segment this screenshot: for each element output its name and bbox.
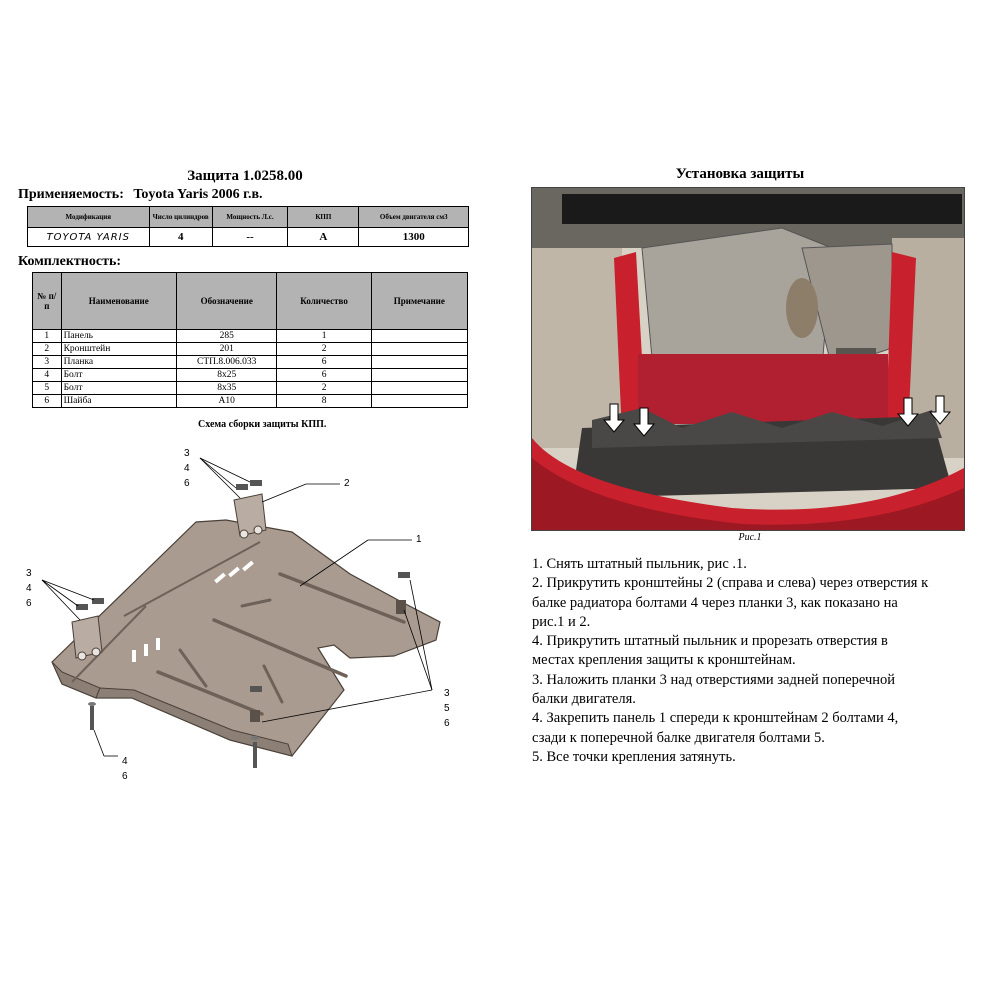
kit-header: Примечание [371, 273, 467, 330]
callout-right: 3 5 6 [444, 688, 450, 729]
kit-cell: Кронштейн [61, 343, 176, 356]
table-row [33, 369, 468, 382]
spec-cell-model: TOYOTA YARIS [28, 228, 150, 247]
callout-panel: 1 [416, 534, 422, 545]
spec-header: Модификация [28, 207, 150, 228]
spec-header: КПП [288, 207, 359, 228]
kit-cell: 8х25 [176, 369, 277, 382]
kit-header: Наименование [61, 273, 176, 330]
kit-cell: 6 [277, 369, 371, 382]
kit-cell: Болт [61, 382, 176, 395]
installation-photo [531, 187, 965, 531]
step-line: местах крепления защиты к кронштейнам. [532, 652, 796, 669]
spec-table [27, 206, 469, 247]
spec-cell: A [288, 228, 359, 247]
installation-steps [532, 555, 928, 767]
callout-left: 3 4 6 [26, 568, 32, 609]
kit-cell: 201 [176, 343, 277, 356]
bracket-top [234, 494, 266, 538]
table-row [33, 382, 468, 395]
table-row [33, 356, 468, 369]
kit-header: Обозначение [176, 273, 277, 330]
kit-cell: Шайба [61, 395, 176, 408]
kit-cell: 2 [33, 343, 62, 356]
spec-cell: 1300 [359, 228, 469, 247]
doc-title: Защита 1.0258.00 [187, 168, 303, 184]
kit-cell [371, 382, 467, 395]
applicability-line [18, 187, 263, 203]
protection-panel [52, 520, 440, 756]
kit-cell: 5 [33, 382, 62, 395]
kit-cell: 8х35 [176, 382, 277, 395]
bolt-bottom-left [88, 702, 96, 730]
kit-cell: 285 [176, 330, 277, 343]
figure-caption: Рис.1 [738, 532, 762, 543]
kit-cell: 2 [277, 343, 371, 356]
kit-cell [371, 369, 467, 382]
step-line: сзади к поперечной балке двигателя болтами 5. [532, 729, 825, 746]
step-line: 3. Наложить планки 3 над отверстиями задней поперечной [532, 671, 896, 688]
kit-cell [371, 395, 467, 408]
kit-cell [371, 330, 467, 343]
step-line: балки двигателя. [532, 691, 636, 708]
table-row [33, 395, 468, 408]
step-line: 1. Снять штатный пыльник, рис .1. [532, 556, 747, 572]
kit-cell: Болт [61, 369, 176, 382]
kit-cell: СТП.8.006.033 [176, 356, 277, 369]
callout-top-left: 3 4 6 [184, 448, 190, 489]
kit-label: Комплектность: [18, 254, 122, 269]
step-line: 2. Прикрутить кронштейны 2 (справа и слева) через отверстия к [532, 575, 929, 592]
spec-header: Объем двигателя см3 [359, 207, 469, 228]
callout-bottom: 4 6 [122, 756, 128, 782]
step-line: 4. Закрепить панель 1 спереди к кронштейнам 2 болтами 4, [532, 710, 899, 727]
kit-cell: 4 [33, 369, 62, 382]
applicability-value: Toyota Yaris 2006 г.в. [133, 187, 263, 202]
callout-bracket: 2 [344, 478, 350, 489]
kit-cell: 8 [277, 395, 371, 408]
table-row [33, 330, 468, 343]
kit-cell: А10 [176, 395, 277, 408]
kit-cell: Планка [61, 356, 176, 369]
kit-table [32, 272, 468, 408]
kit-cell: 2 [277, 382, 371, 395]
spec-cell: 4 [149, 228, 212, 247]
step-line: 4. Прикрутить штатный пыльник и прорезать отверстия в [532, 633, 888, 650]
assembly-diagram [0, 440, 480, 800]
table-row [33, 343, 468, 356]
bracket-left [72, 616, 102, 660]
kit-header: Количество [277, 273, 371, 330]
kit-cell: 1 [33, 330, 62, 343]
installation-title: Установка защиты [675, 166, 805, 182]
kit-cell: 6 [33, 395, 62, 408]
step-line: 5. Все точки крепления затянуть. [532, 748, 736, 765]
step-line: рис.1 и 2. [532, 613, 591, 630]
applicability-label: Применяемость: [18, 187, 124, 202]
kit-cell [371, 356, 467, 369]
kit-cell: 1 [277, 330, 371, 343]
diagram-caption: Схема сборки защиты КПП. [198, 419, 327, 430]
spec-cell: -- [212, 228, 287, 247]
kit-cell: 6 [277, 356, 371, 369]
kit-cell: Панель [61, 330, 176, 343]
spec-header: Мощность Л.с. [212, 207, 287, 228]
spec-header: Число цилиндров [149, 207, 212, 228]
kit-header: № п/п [33, 273, 62, 330]
kit-cell [371, 343, 467, 356]
step-line: балке радиатора болтами 4 через планки 3, как показано на [532, 594, 898, 611]
kit-cell: 3 [33, 356, 62, 369]
